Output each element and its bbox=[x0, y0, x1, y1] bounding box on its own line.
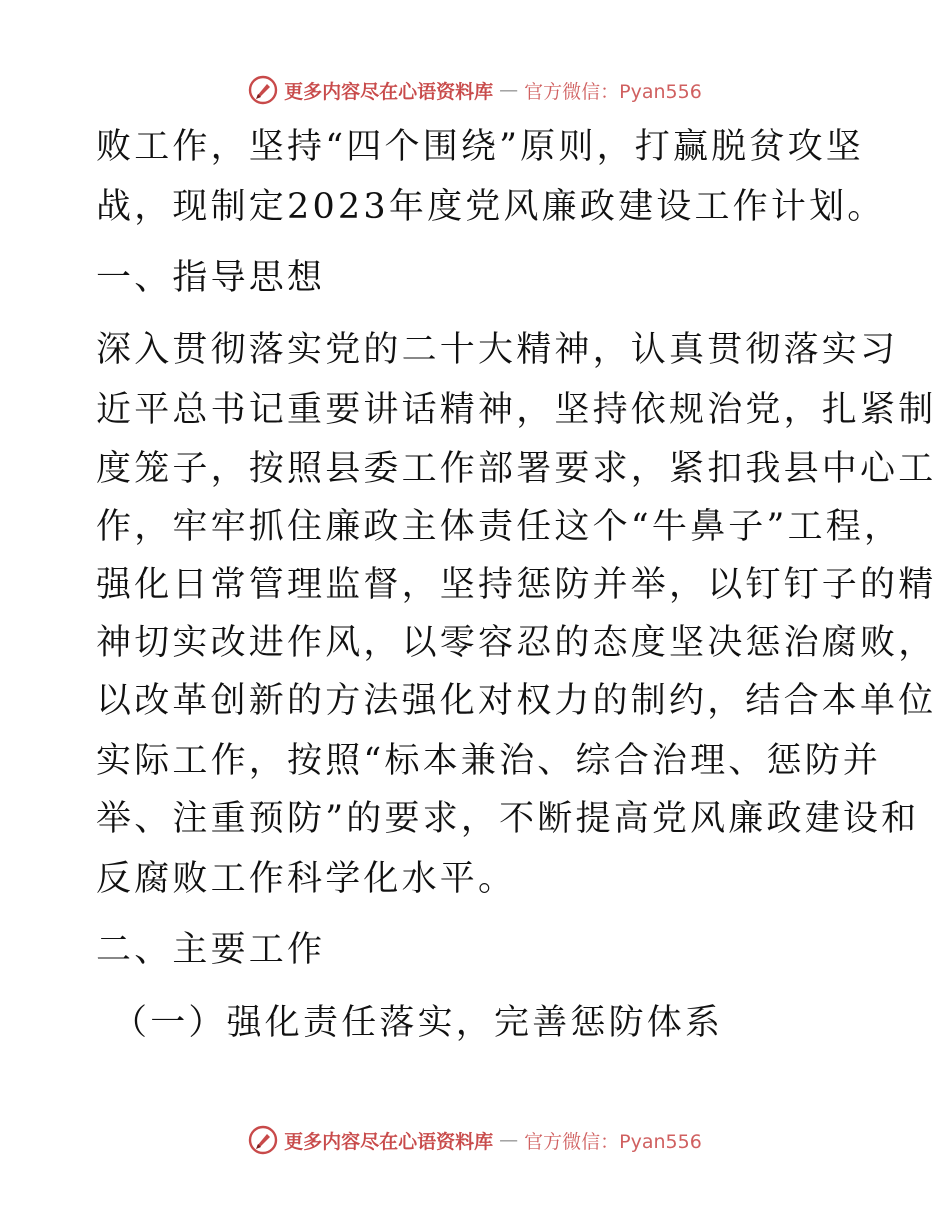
watermark-brand: 更多内容尽在心语资料库 bbox=[284, 80, 494, 103]
watermark-contact: 官方微信：Pyan556 bbox=[524, 80, 702, 103]
section-heading: 二、主要工作 bbox=[96, 930, 326, 970]
text-line: 近平总书记重要讲话精神，坚持依规治党，扎紧制 bbox=[96, 390, 937, 430]
text-line: 实际工作，按照“标本兼治、综合治理、惩防并 bbox=[96, 741, 882, 781]
text-line: 举、注重预防”的要求，不断提高党风廉政建设和 bbox=[96, 799, 920, 839]
text-line: 以改革创新的方法强化对权力的制约，结合本单位 bbox=[96, 681, 937, 721]
text-line: 战，现制定2023年度党风廉政建设工作计划。 bbox=[96, 187, 886, 227]
header-watermark bbox=[0, 70, 950, 110]
text-line: 反腐败工作科学化水平。 bbox=[96, 859, 517, 899]
text-line: 深入贯彻落实党的二十大精神，认真贯彻落实习 bbox=[96, 330, 899, 370]
text-line: 强化日常管理监督，坚持惩防并举，以钉钉子的精 bbox=[96, 565, 937, 605]
watermark-contact: 官方微信：Pyan556 bbox=[524, 1130, 702, 1153]
subsection-heading: （一）强化责任落实，完善惩防体系 bbox=[112, 1003, 724, 1043]
text-line: 作，牢牢抓住廉政主体责任这个“牛鼻子”工程， bbox=[96, 507, 903, 547]
watermark-separator: — bbox=[499, 79, 519, 101]
text-line: 败工作，坚持“四个围绕”原则，打赢脱贫攻坚 bbox=[96, 127, 864, 167]
footer-watermark bbox=[0, 1120, 950, 1160]
section-heading: 一、指导思想 bbox=[96, 258, 326, 298]
watermark-brand: 更多内容尽在心语资料库 bbox=[284, 1130, 494, 1153]
pen-nib-logo-icon bbox=[248, 75, 278, 105]
pen-nib-logo-icon bbox=[248, 1125, 278, 1155]
text-line: 神切实改进作风，以零容忍的态度坚决惩治腐败， bbox=[96, 623, 937, 663]
text-line: 度笼子，按照县委工作部署要求，紧扣我县中心工 bbox=[96, 449, 937, 489]
watermark-separator: — bbox=[499, 1129, 519, 1151]
